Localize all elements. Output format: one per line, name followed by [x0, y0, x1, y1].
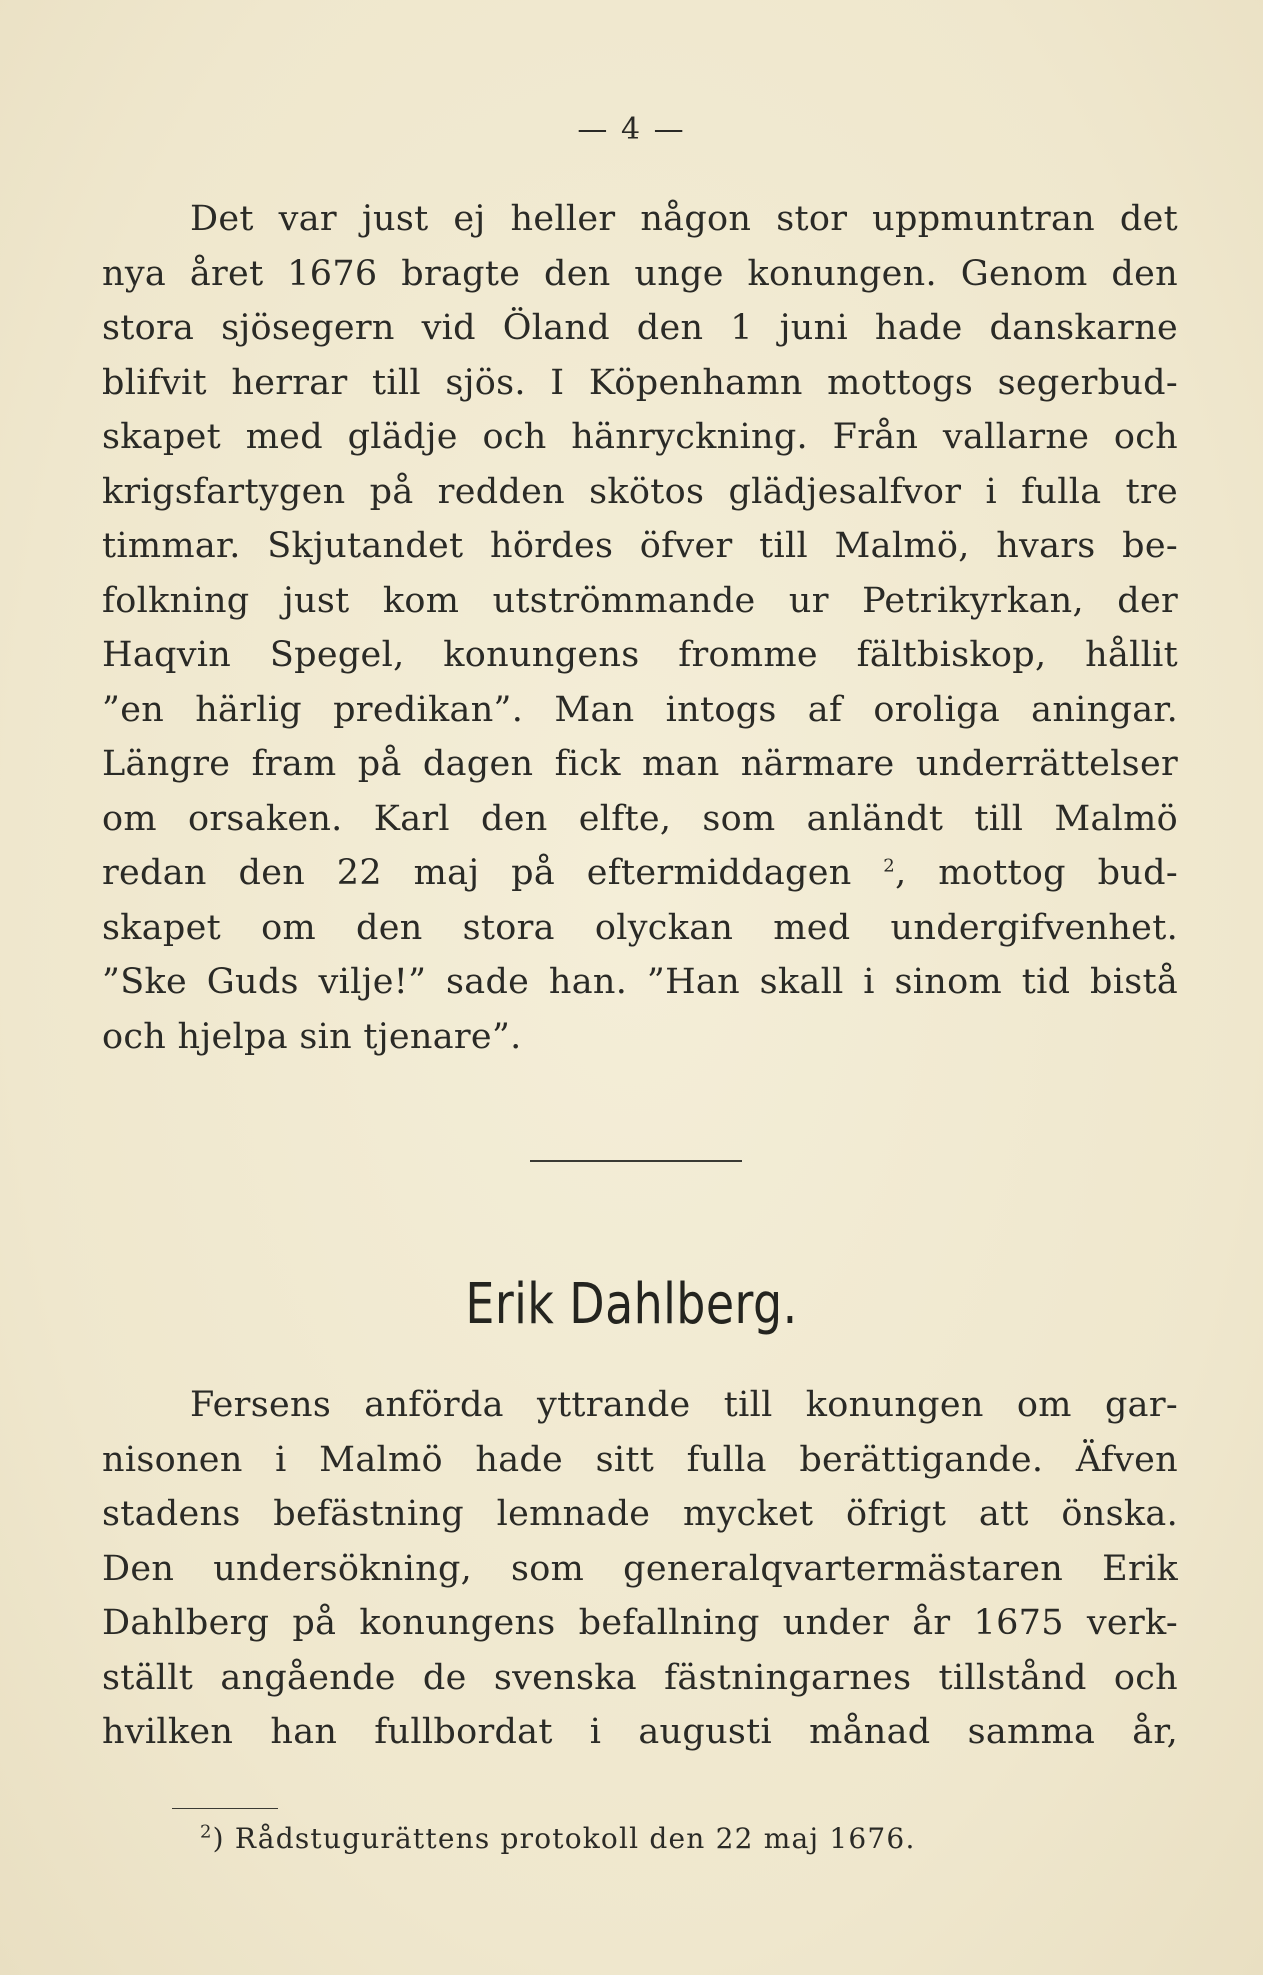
text-line-with-footnote-ref — [102, 846, 1178, 901]
text-line: ställt angående de svenska fästningarnes tillstånd och — [102, 1657, 1178, 1698]
footnote-text: ) Rådstugurättens protokoll den 22 maj 1676. — [212, 1822, 916, 1855]
text-line-head: redan den 22 maj på eftermiddagen — [102, 853, 852, 893]
text-line: stora sjösegern vid Öland den 1 juni hade danskarne — [102, 308, 1178, 348]
section-separator — [530, 1160, 742, 1162]
text-line: folkning just kom utströmmande ur Petrikyrkan, der — [102, 580, 1178, 621]
text-line-tail: , mottog bud- — [895, 853, 1178, 893]
text-line: Den undersökning, som generalqvartermästaren Erik — [102, 1548, 1178, 1589]
footnote-marker: 2 — [200, 1821, 213, 1843]
text-line: om orsaken. Karl den elfte, som anländt till Malmö — [102, 798, 1178, 839]
text-line: nisonen i Malmö hade sitt fulla berättigande. Äfven — [102, 1439, 1178, 1480]
section-heading: Erik Dahlberg. — [465, 1272, 798, 1337]
text-line: ”en härlig predikan”. Man intogs af oroliga aningar. — [102, 689, 1178, 730]
footnote-rule — [172, 1808, 278, 1809]
text-line: Haqvin Spegel, konungens fromme fältbiskop, hållit — [102, 635, 1178, 675]
text-line: stadens befästning lemnade mycket öfrigt att önska. — [102, 1494, 1178, 1534]
text-line: nya året 1676 bragte den unge konungen. Genom den — [102, 253, 1178, 294]
text-line: Fersens anförda yttrande till konungen om gar- — [190, 1385, 1178, 1425]
text-line: skapet om den stora olyckan med undergifvenhet. — [102, 907, 1178, 948]
text-line: skapet med glädje och hänryckning. Från vallarne och — [102, 417, 1178, 457]
text-line: blifvit herrar till sjös. I Köpenhamn mottogs segerbud- — [102, 362, 1178, 403]
text-line: Längre fram på dagen fick man närmare underrättelser — [102, 744, 1178, 784]
paragraph-1 — [102, 192, 1178, 1064]
page-number: — 4 — — [577, 112, 686, 147]
text-line: krigsfartygen på redden skötos glädjesalfvor i fulla tre — [102, 471, 1178, 512]
text-line: Dahlberg på konungens befallning under år 1675 verk- — [102, 1603, 1178, 1643]
text-line: och hjelpa sin tjenare”. — [102, 1016, 522, 1057]
text-line: hvilken han fullbordat i augusti månad samma år, — [102, 1712, 1178, 1752]
text-line: Det var just ej heller någon stor uppmuntran det — [190, 199, 1178, 239]
text-line: timmar. Skjutandet hördes öfver till Malmö, hvars be- — [102, 526, 1178, 566]
footnote — [200, 1822, 916, 1855]
paragraph-2 — [102, 1378, 1178, 1760]
footnote-reference: 2 — [883, 855, 896, 877]
text-line: ”Ske Guds vilje!” sade han. ”Han skall i sinom tid bistå — [102, 962, 1178, 1002]
